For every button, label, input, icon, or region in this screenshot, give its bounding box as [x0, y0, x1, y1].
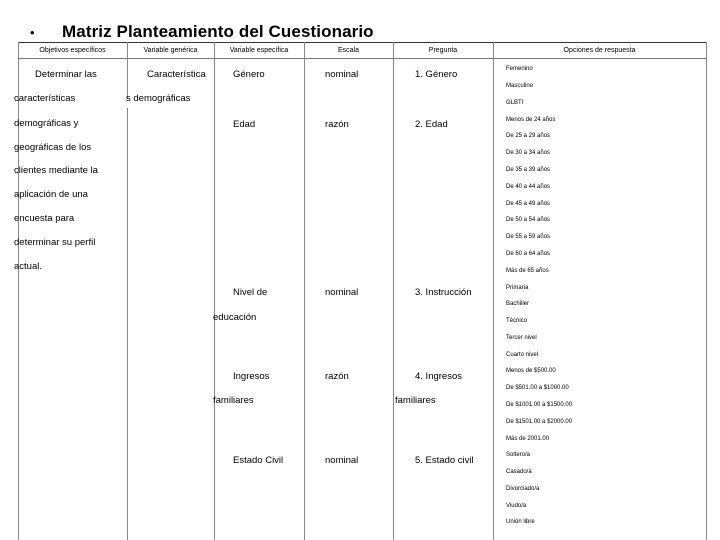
response-option: Primaria	[506, 285, 529, 291]
header-variable-generica: Variable genérica	[143, 47, 198, 54]
scale-value: nominal	[325, 287, 359, 298]
specific-variable: Género	[233, 69, 265, 80]
response-option: Menos de 24 años	[506, 117, 556, 123]
specific-variable: Nivel de	[233, 287, 268, 298]
header-pregunta: Pregunta	[428, 47, 458, 54]
question-label: 1. Género	[415, 69, 458, 80]
specific-variable: Ingresos	[233, 371, 270, 382]
generic-variable-line: Característica	[147, 69, 206, 80]
response-option: Más de 65 años	[506, 268, 549, 274]
response-option: Casado/a	[506, 469, 532, 475]
response-option: Bachiller	[506, 301, 530, 307]
response-option: Soltero/a	[506, 452, 531, 458]
scale-value: razón	[325, 119, 349, 130]
table-top-border	[18, 42, 706, 43]
response-option: De 60 a 64 años	[506, 251, 551, 257]
objective-line: características	[14, 93, 76, 104]
scale-value: nominal	[325, 69, 359, 80]
response-option: Divorciado/a	[506, 486, 540, 492]
response-option: De 40 a 44 años	[506, 184, 551, 190]
response-option: Femenino	[506, 66, 533, 72]
specific-variable: familiares	[213, 395, 254, 406]
response-option: De $1001.00 a $1500.00	[506, 402, 573, 408]
scale-value: razón	[325, 371, 349, 382]
header-escala: Escala	[337, 47, 359, 54]
column-divider	[393, 42, 394, 540]
response-option: GLBTI	[506, 100, 524, 106]
objective-line: determinar su perfil	[14, 237, 96, 248]
objective-line: demográficas y	[14, 118, 79, 129]
objective-line: actual.	[14, 261, 42, 272]
question-label: 3. Instrucción	[415, 287, 472, 298]
column-divider	[214, 42, 215, 540]
page-title: Matriz Planteamiento del Cuestionario	[62, 22, 374, 41]
column-divider	[304, 42, 305, 540]
response-option: Unión libre	[506, 519, 535, 525]
title-row	[30, 20, 374, 44]
header-objetivos: Objetivos específicos	[39, 47, 106, 54]
response-option: Masculino	[506, 83, 534, 89]
response-option: De 50 a 54 años	[506, 217, 551, 223]
response-option: Más de 2001.00	[506, 436, 550, 442]
response-option: Cuarto nivel	[506, 352, 539, 358]
bullet-icon: •	[30, 24, 35, 40]
specific-variable: Edad	[233, 119, 256, 130]
objective-line: Determinar las	[35, 69, 97, 80]
specific-variable: Estado Civil	[233, 455, 284, 466]
response-option: De $1501.00 a $2000.00	[506, 419, 573, 425]
response-option: De 25 a 29 años	[506, 133, 551, 139]
header-variable-especifica: Variable específica	[229, 47, 289, 54]
response-option: De 45 a 49 años	[506, 201, 551, 207]
response-option: Viudo/a	[506, 503, 527, 509]
objective-line: encuesta para	[14, 213, 75, 224]
response-option: De $501.00 a $1000.00	[506, 385, 569, 391]
response-option: Técnico	[506, 318, 528, 324]
header-opciones: Opciones de respuesta	[563, 47, 636, 54]
question-label: 5. Estado civil	[415, 455, 474, 466]
response-option: Menos de $500.00	[506, 368, 556, 374]
objective-line: aplicación de una	[14, 189, 88, 200]
column-divider	[18, 42, 19, 540]
response-option: De 30 a 34 años	[506, 150, 551, 156]
question-label: 4. Ingresos	[415, 371, 462, 382]
scale-value: nominal	[325, 455, 359, 466]
column-divider	[127, 108, 128, 540]
response-option: De 35 a 39 años	[506, 167, 551, 173]
column-divider	[493, 42, 494, 540]
specific-variable: educación	[213, 312, 257, 323]
response-option: Tercer nivel	[506, 335, 537, 341]
question-label: 2. Edad	[415, 119, 448, 130]
objective-line: clientes mediante la	[14, 165, 98, 176]
response-option: De 55 a 59 años	[506, 234, 551, 240]
column-divider	[706, 42, 707, 540]
objective-line: geográficas de los	[14, 142, 92, 153]
question-label: familiares	[395, 395, 436, 406]
header-separator	[18, 58, 706, 59]
generic-variable-line: s demográficas	[126, 93, 191, 104]
